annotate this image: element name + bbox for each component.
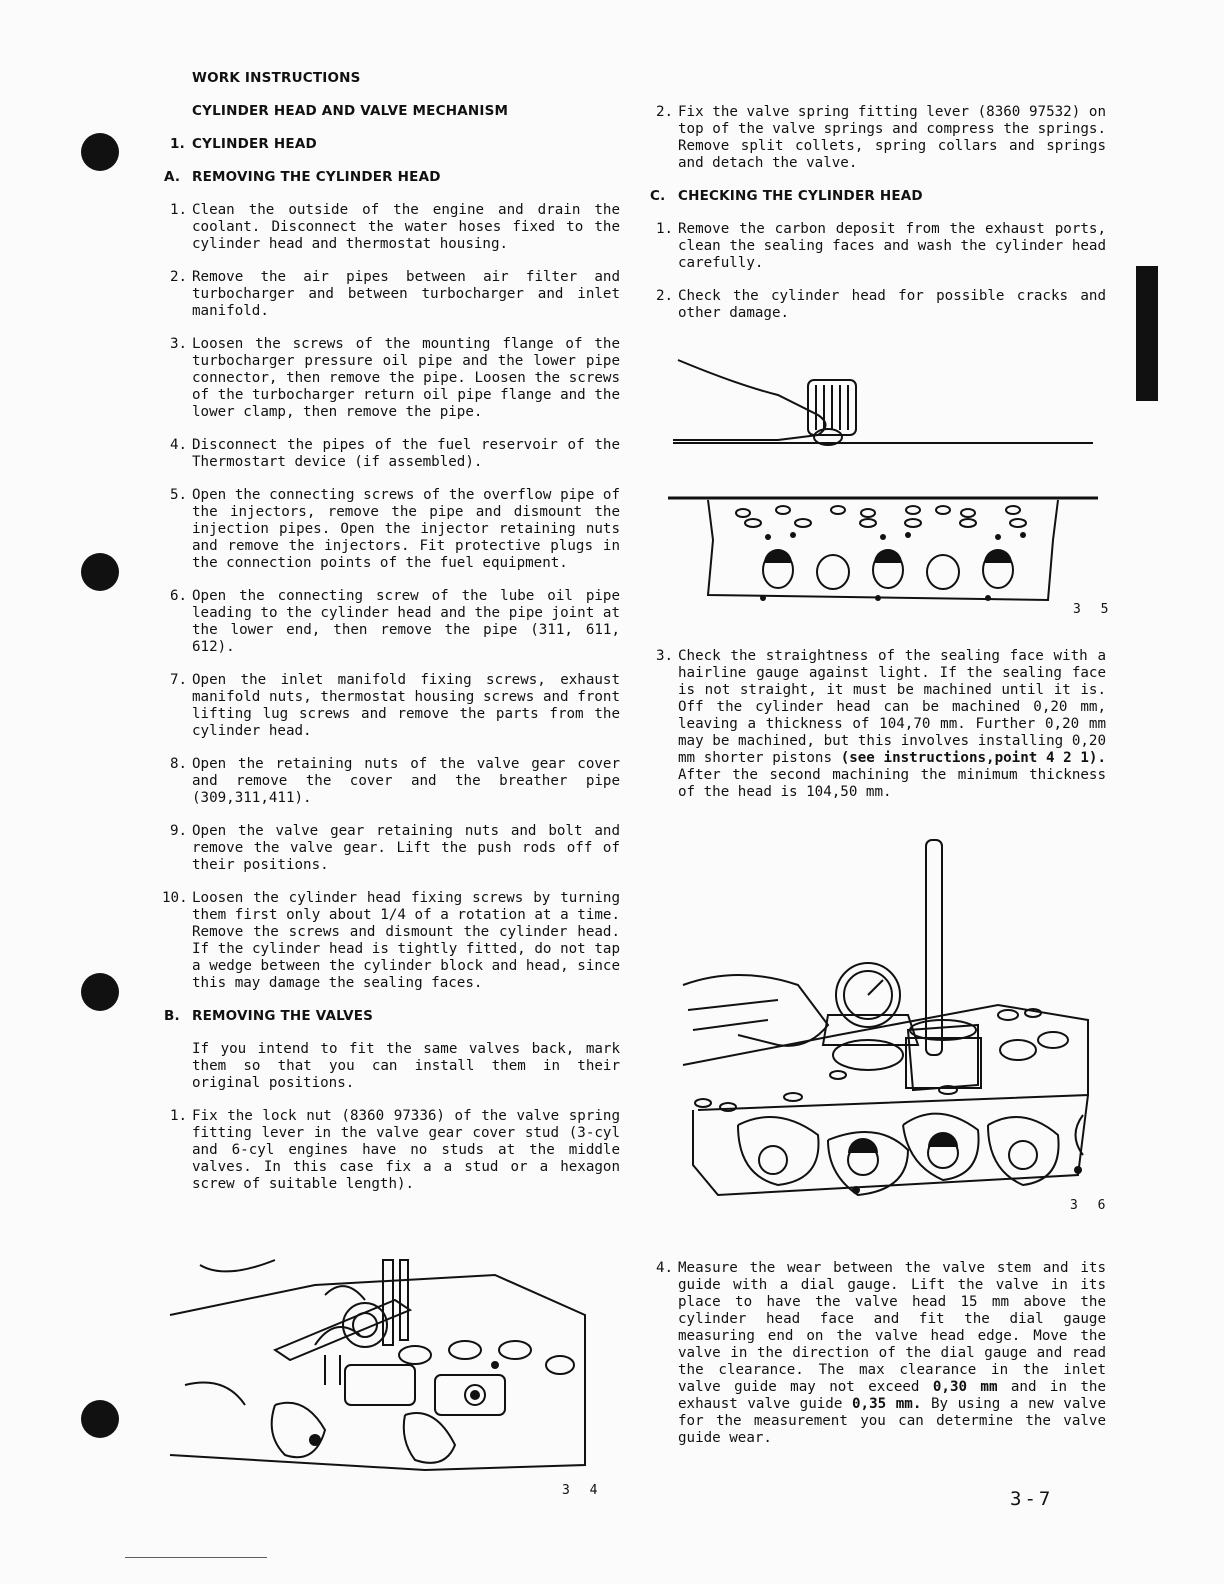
list-item: 2. Check the cylinder head for possible cracks and other damage. [656, 288, 1106, 321]
right-column [646, 104, 1106, 338]
list-item: 7. Open the inlet manifold fixing screws, exhaust manifold nuts, thermostat housing screws and front lifting lug screws and remove the parts from the cylinder head. [170, 672, 620, 739]
binder-hole [81, 973, 119, 1011]
left-column [160, 70, 620, 1209]
figure-34-label: 3 4 [562, 1483, 604, 1498]
figure-36-label: 3 6 [1070, 1198, 1112, 1213]
list-item: 1. Fix the lock nut (8360 97336) of the valve spring fitting lever in the valve gear cover stud (3-cyl and 6-cyl engines have no studs at the middle valves. In this case fix a a stud or a hexagon screw of suitable length). [170, 1108, 620, 1192]
list-item: 4. Measure the wear between the valve stem and its guide with a dial gauge. Lift the valve in its place to have the valve head 15 mm above the cylinder head face and fit the dial gauge measuring end on the valve head edge. Move the valve in the direction of the dial gauge and read the clearance. The max clearance in the inlet valve guide may not exceed 0,30 mm and in the exhaust valve guide 0,35 mm. By using a new valve for the measurement you can determine the valve guide wear. [656, 1260, 1106, 1446]
binder-hole [81, 1400, 119, 1438]
list-item: 9. Open the valve gear retaining nuts and bolt and remove the valve gear. Lift the push rods off of their positions. [170, 823, 620, 873]
page-number: 3-7 [1010, 1488, 1054, 1510]
binder-hole [81, 553, 119, 591]
list-item: 4. Disconnect the pipes of the fuel reservoir of the Thermostart device (if assembled). [170, 437, 620, 470]
section-a-heading: A. REMOVING THE CYLINDER HEAD [164, 169, 441, 185]
figure-35-label: 3 5 [1073, 602, 1115, 617]
footer-rule [125, 1557, 267, 1558]
section-b-intro: If you intend to fit the same valves back, mark them so that you can install them in their original positions. [192, 1041, 620, 1091]
list-item: 1. Remove the carbon deposit from the exhaust ports, clean the sealing faces and wash the cylinder head carefully. [656, 221, 1106, 271]
figure-35-cylinder-head-inspection [668, 355, 1108, 620]
section-1-heading: 1. CYLINDER HEAD [170, 136, 317, 152]
list-item: 3. Check the straightness of the sealing face with a hairline gauge against light. If the sealing face is not straight, it must be machined until it is. Off the cylinder head can be machined 0,20 mm, leaving a thickness of 104,70 mm. Further 0,20 mm may be machined, but this involves installing 0,20 mm shorter pistons (see instructions,point 4 2 1). After the second machining the minimum thickness of the head is 104,50 mm. [656, 648, 1106, 800]
list-item: 6. Open the connecting screw of the lube oil pipe leading to the cylinder head and the pipe joint at the lower end, then remove the pipe (311, 611, 612). [170, 588, 620, 655]
list-item: 2. Remove the air pipes between air filter and turbocharger and between turbocharger and inlet manifold. [170, 269, 620, 319]
section-title: CYLINDER HEAD AND VALVE MECHANISM [192, 103, 509, 119]
list-item: 8. Open the retaining nuts of the valve gear cover and remove the cover and the breather pipe (309,311,411). [170, 756, 620, 806]
list-item: 3. Loosen the screws of the mounting flange of the turbocharger pressure oil pipe and the lower pipe connector, then remove the pipe. Loosen the screws of the turbocharger return oil pipe flange and the lower clamp, then remove the pipe. [170, 336, 620, 420]
section-a-steps [160, 202, 620, 992]
list-item: 10. Loosen the cylinder head fixing screws by turning them first only about 1/4 of a rotation at a time. Remove the screws and dismount the cylinder head. If the cylinder head is tightly fitted, do not tap a wedge between the cylinder block and head, since this may damage the sealing faces. [162, 890, 620, 991]
right-column-continued [646, 648, 1106, 817]
section-c-heading: C. CHECKING THE CYLINDER HEAD [650, 188, 923, 204]
right-column-bottom [646, 1260, 1106, 1463]
figure-34-valve-spring-lever [165, 1255, 595, 1480]
list-item: 2. Fix the valve spring fitting lever (8360 97532) on top of the valve springs and compress the springs. Remove split collets, spring collars and springs and detach the valve. [656, 104, 1106, 171]
binder-hole [81, 133, 119, 171]
section-tab-marker [1136, 266, 1158, 401]
page-title: WORK INSTRUCTIONS [192, 70, 361, 86]
section-b-heading: B. REMOVING THE VALVES [164, 1008, 374, 1024]
figure-36-straightness-check [678, 835, 1093, 1215]
list-item: 5. Open the connecting screws of the overflow pipe of the injectors, remove the pipe and dismount the injection pipes. Open the injector retaining nuts and remove the injectors. Fit protective plugs in the connection points of the fuel equipment. [170, 487, 620, 571]
list-item: 1. Clean the outside of the engine and drain the coolant. Disconnect the water hoses fixed to the cylinder head and thermostat housing. [170, 202, 620, 252]
